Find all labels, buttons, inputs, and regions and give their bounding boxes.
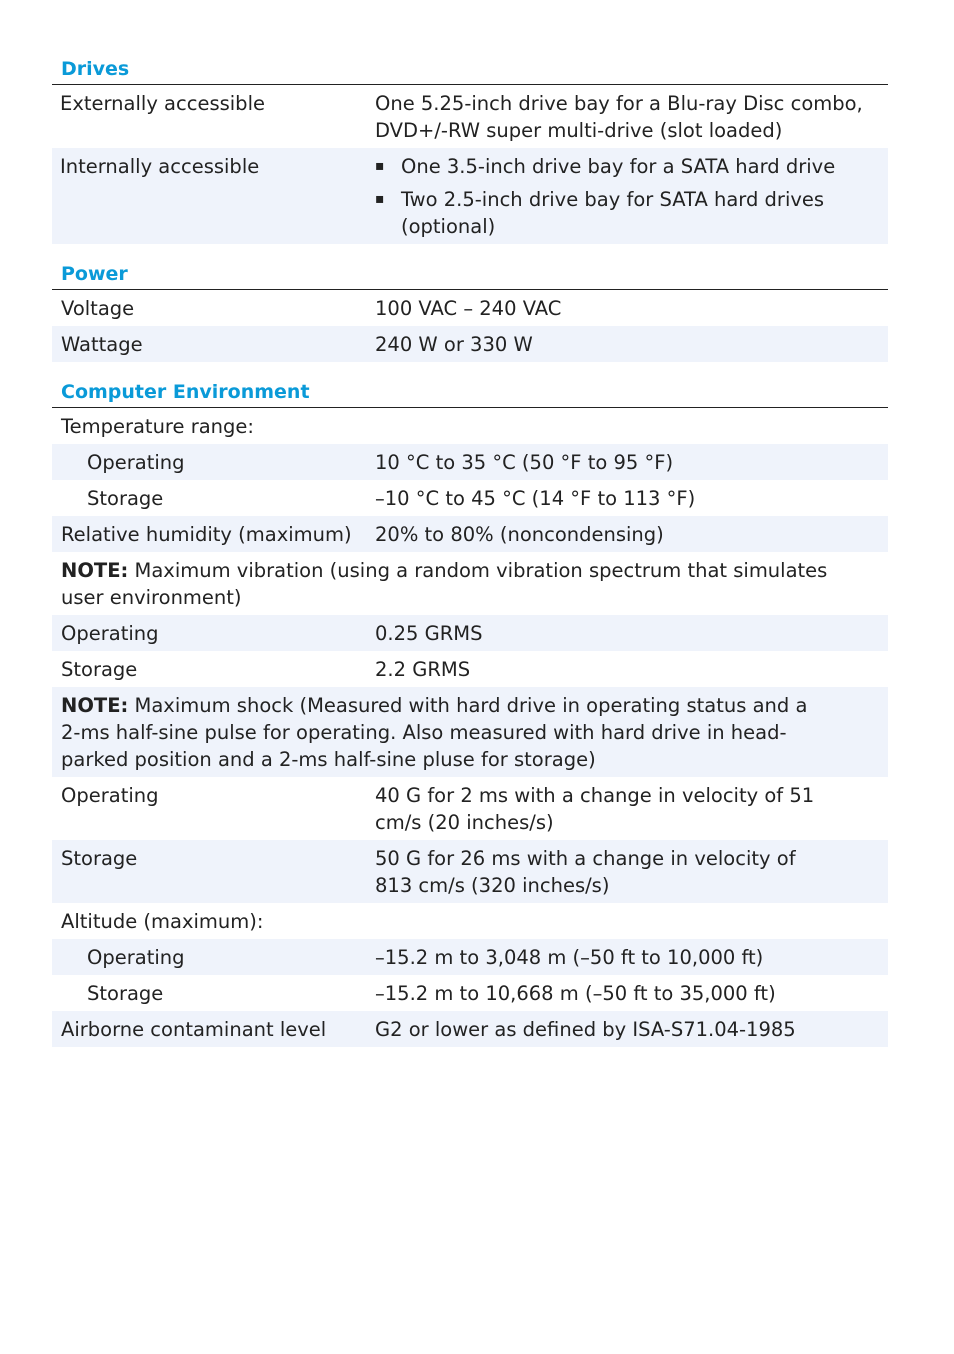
spec-label: Operating [87,451,185,474]
spec-value: 10 °C to 35 °C (50 °F to 95 °F) [375,451,674,474]
spec-value: –15.2 m to 10,668 m (–50 ft to 35,000 ft) [375,982,776,1005]
section-drives [52,57,888,244]
spec-label: Storage [61,847,138,870]
note-body: Maximum shock (Measured with hard drive in operating status and a 2-ms half-sine pulse for operating. Also measured with hard drive in head-parked position and a 2-ms half-sine pluse for storage) [61,694,808,771]
list-item [375,186,882,240]
spec-value: One 5.25-inch drive bay for a Blu-ray Disc combo, DVD+/-RW super multi-drive (slot loaded) [375,92,863,142]
spec-document [52,57,888,1065]
spec-row-altitude [52,903,888,939]
spec-row-airborne-contaminant [52,1011,888,1047]
spec-value: 2.2 GRMS [375,658,471,681]
list-item-text: One 3.5-inch drive bay for a SATA hard drive [401,155,836,178]
square-bullet-icon: ▪ [375,191,385,207]
spec-row-altitude-operating [52,939,888,975]
spec-value: –10 °C to 45 °C (14 °F to 113 °F) [375,487,696,510]
note-text [52,557,888,611]
spec-value: G2 or lower as defined by ISA-S71.04-1985 [375,1018,796,1041]
spec-row-altitude-storage [52,975,888,1011]
list-item-text: Two 2.5-inch drive bay for SATA hard drives (optional) [401,188,825,238]
section-power [52,262,888,362]
spec-value: 0.25 GRMS [375,622,483,645]
spec-row-temp-storage [52,480,888,516]
spec-label: Operating [61,784,159,807]
spec-value: 240 W or 330 W [375,333,533,356]
spec-label: Storage [87,982,164,1005]
section-title-power: Power [52,262,888,290]
spec-row-voltage [52,290,888,326]
spec-label: Voltage [61,297,135,320]
note-label: NOTE: [61,559,129,582]
section-title-drives: Drives [52,57,888,85]
spec-row-vibration-operating [52,615,888,651]
spec-label: Operating [87,946,185,969]
spec-label: Storage [61,658,138,681]
spec-row-wattage [52,326,888,362]
spec-label: Airborne contaminant level [61,1018,327,1041]
spec-label: Storage [87,487,164,510]
section-computer-environment [52,380,888,1047]
spec-row-temp-operating [52,444,888,480]
spec-label: Externally accessible [60,92,265,115]
spec-label: Temperature range: [61,415,254,438]
square-bullet-icon: ▪ [375,158,385,174]
spec-value: 20% to 80% (noncondensing) [375,523,664,546]
spec-label: Altitude (maximum): [61,910,264,933]
spec-row-externally-accessible [52,85,888,148]
spec-label: Internally accessible [60,155,260,178]
spec-label: Operating [61,622,159,645]
spec-value: 100 VAC – 240 VAC [375,297,562,320]
note-vibration [52,552,888,615]
spec-row-vibration-storage [52,651,888,687]
spec-row-shock-operating [52,777,888,840]
note-shock [52,687,888,777]
spec-label: Relative humidity (maximum) [61,523,352,546]
spec-row-temperature-range [52,408,888,444]
spec-value: 50 G for 26 ms with a change in velocity of 813 cm/s (320 inches/s) [375,847,796,897]
spec-value: 40 G for 2 ms with a change in velocity of 51 cm/s (20 inches/s) [375,784,815,834]
list-item [375,153,882,180]
section-title-environment: Computer Environment [52,380,888,408]
note-body: Maximum vibration (using a random vibration spectrum that simulates user environment) [61,559,828,609]
note-text [52,692,888,773]
spec-row-relative-humidity [52,516,888,552]
spec-row-shock-storage [52,840,888,903]
spec-row-internally-accessible [52,148,888,244]
note-label: NOTE: [61,694,129,717]
spec-value: –15.2 m to 3,048 m (–50 ft to 10,000 ft) [375,946,764,969]
spec-value-list [375,153,888,240]
spec-label: Wattage [61,333,143,356]
